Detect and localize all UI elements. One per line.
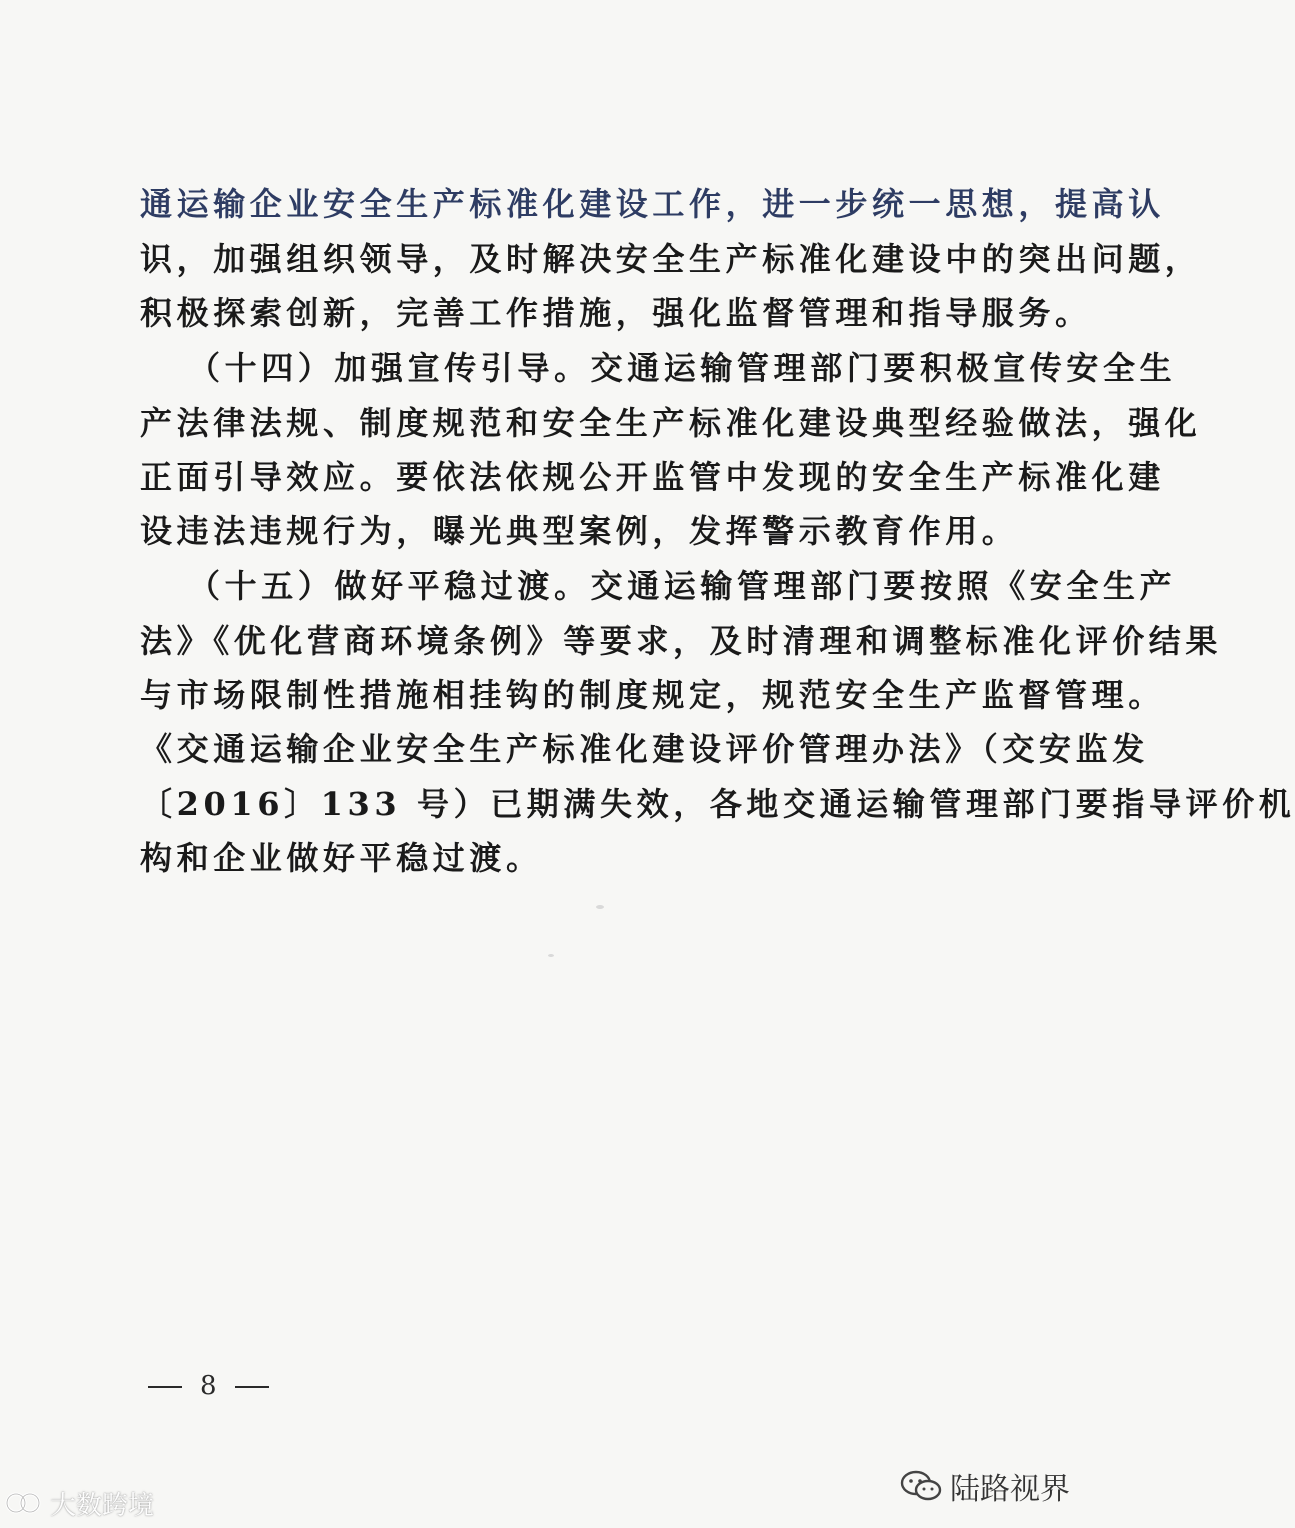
paragraph-line: 产法律法规、制度规范和安全生产标准化建设典型经验做法，强化 [140, 404, 1202, 442]
paragraph-line: 积极探索创新，完善工作措施，强化监督管理和指导服务。 [140, 294, 1092, 332]
paragraph-line: 正面引导效应。要依法依规公开监管中发现的安全生产标准化建 [140, 458, 1165, 496]
paragraph-line: （十五）做好平稳过渡。交通运输管理部门要按照《安全生产 [188, 567, 1177, 605]
paragraph-line: 通运输企业安全生产标准化建设工作，进一步统一思想，提高认 [140, 185, 1165, 223]
brand-logo-icon [4, 1488, 44, 1518]
watermark-left [4, 1485, 154, 1521]
paragraph-line: 设违法违规行为，曝光典型案例，发挥警示教育作用。 [140, 512, 1019, 550]
paper-smudge [548, 954, 554, 957]
page-number-value: 8 [200, 1371, 217, 1401]
watermark-right-text: 陆路视界 [950, 1472, 1070, 1507]
paragraph-line: 构和企业做好平稳过渡。 [140, 839, 543, 877]
wechat-icon [898, 1468, 944, 1504]
paragraph-line: 《交通运输企业安全生产标准化建设评价管理办法》（交安监发 [140, 730, 1149, 768]
paragraph-line: 〔2016〕133 号）已期满失效，各地交通运输管理部门要指导评价机 [140, 785, 1295, 823]
page-number-dash [235, 1386, 269, 1388]
page-number-dash [148, 1386, 182, 1388]
paragraph-line: 与市场限制性措施相挂钩的制度规定，规范安全生产监督管理。 [140, 676, 1165, 714]
paragraph-line: 识，加强组织领导，及时解决安全生产标准化建设中的突出问题， [140, 240, 1202, 278]
paper-smudge [596, 905, 604, 909]
watermark-left-text: 大数跨境 [50, 1490, 155, 1521]
paragraph-line: 法》《优化营商环境条例》等要求，及时清理和调整标准化评价结果 [140, 622, 1223, 660]
watermark-right [898, 1464, 1070, 1508]
paragraph-line: （十四）加强宣传引导。交通运输管理部门要积极宣传安全生 [188, 349, 1177, 387]
page-number [148, 1366, 269, 1406]
